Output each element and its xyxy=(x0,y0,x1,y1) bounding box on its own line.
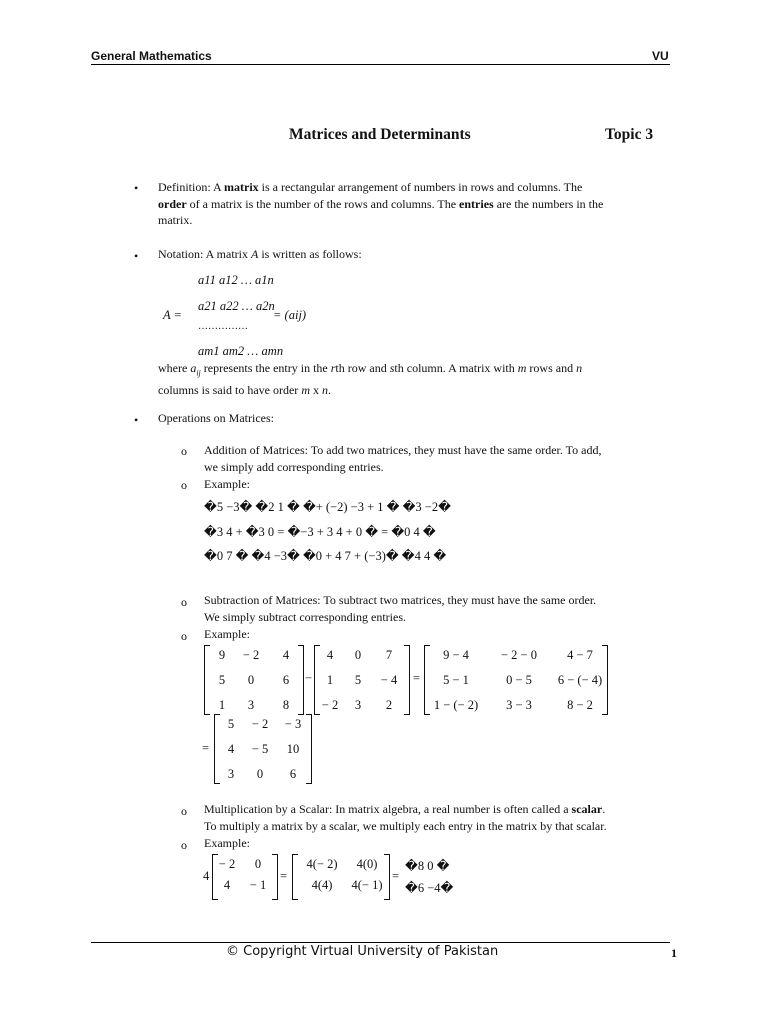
sub-bullet-scalar-example: o xyxy=(181,838,187,852)
notation-row-3: am1 am2 … amn xyxy=(198,344,284,358)
matrix-m: − 2 0 4 − 1 xyxy=(218,857,267,892)
sub-bullet-addition-example: o xyxy=(181,478,187,492)
subtraction-text: Subtraction of Matrices: To subtract two matrices, they must have the same order. We simply subtract corresponding entries. xyxy=(204,593,597,624)
matrix-b-right-bracket xyxy=(404,645,410,715)
scalar-equals-2: = xyxy=(392,869,400,883)
scalar-text: Multiplication by a Scalar: In matrix algebra, a real number is often called a scalar. To multiply a matrix by a scalar, we multiply each entry in the matrix by that scalar. xyxy=(204,802,607,833)
matrix-a-right-bracket xyxy=(298,645,304,715)
matrix-p: 4(− 2) 4(0) 4(4) 4(− 1) xyxy=(306,857,383,892)
matrix-b: 4 0 7 1 5 − 4 − 2 3 2 xyxy=(321,648,398,712)
notation-rhs: = (aij) xyxy=(273,308,307,322)
bullet-notation: • xyxy=(134,249,139,263)
header-rule xyxy=(91,64,670,65)
footer-copyright: © Copyright Virtual University of Pakistan xyxy=(226,944,499,959)
scalar-factor: 4 xyxy=(203,869,210,883)
header-right: VU xyxy=(652,49,669,63)
definition-paragraph: Definition: A matrix is a rectangular arrangement of numbers in rows and columns. The order of a matrix is the number of the rows and columns. The entries are the numbers in the matrix. xyxy=(158,180,604,227)
notation-row-2: a21 a22 … a2n xyxy=(198,299,275,313)
notation-dots: …………… xyxy=(198,321,248,332)
sub-bullet-subtraction: o xyxy=(181,595,187,609)
scalar-example-label: Example: xyxy=(204,836,250,850)
subtraction-equals: = xyxy=(413,671,421,685)
footer-rule xyxy=(91,942,670,943)
addition-expr-row-1: �5 −3� �2 1 � �+ (−2) −3 + 1 � �3 −2� xyxy=(204,500,451,514)
header-left: General Mathematics xyxy=(91,49,212,63)
addition-text: Addition of Matrices: To add two matrices, they must have the same order. To add, we simply add corresponding entries. xyxy=(204,443,602,474)
notation-row-1: a11 a12 … a1n xyxy=(198,273,274,287)
topic-label: Topic 3 xyxy=(605,126,654,143)
notation-intro: Notation: A matrix A is written as follows: xyxy=(158,247,362,261)
matrix-c-right-bracket xyxy=(602,645,608,715)
sub-bullet-subtraction-example: o xyxy=(181,629,187,643)
sub-bullet-scalar: o xyxy=(181,804,187,818)
subtraction-example-label: Example: xyxy=(204,627,250,641)
bullet-definition: • xyxy=(134,181,139,195)
scalar-result-row-2: �6 −4� xyxy=(405,881,454,895)
matrix-r-right-bracket xyxy=(306,714,312,784)
addition-example-label: Example: xyxy=(204,477,250,491)
page-number: 1 xyxy=(671,946,677,960)
matrix-a: 9 − 2 4 5 0 6 1 3 8 xyxy=(218,648,290,712)
matrix-m-right-bracket xyxy=(272,854,278,900)
sub-bullet-addition: o xyxy=(181,444,187,458)
notation-lhs: A = xyxy=(163,308,182,322)
page-title: Matrices and Determinants xyxy=(289,126,471,143)
scalar-equals-1: = xyxy=(280,869,288,883)
subtraction-result-equals: = xyxy=(202,741,210,755)
operations-heading: Operations on Matrices: xyxy=(158,411,274,425)
matrix-p-right-bracket xyxy=(384,854,390,900)
subtraction-minus: − xyxy=(305,671,313,685)
addition-expr-row-2: �3 4 + �3 0 = �−3 + 3 4 + 0 � = �0 4 � xyxy=(204,525,436,539)
notation-explanation: where $a_{ij}$ represents the entry in the rth row and sth column. A matrix with m rows and n columns is said to have order m x n. xyxy=(158,361,583,397)
matrix-a-left-bracket xyxy=(204,645,210,715)
scalar-result-row-1: �8 0 � xyxy=(405,859,450,873)
matrix-result: 5 − 2 − 3 4 − 5 10 3 0 6 xyxy=(227,717,302,781)
addition-expr-row-3: �0 7 � �4 −3� �0 + 4 7 + (−3)� �4 4 � xyxy=(204,549,447,563)
bullet-operations: • xyxy=(134,413,139,427)
matrix-c: 9 − 4 − 2 − 0 4 − 7 5 − 1 0 − 5 6 − (− 4) 1 − (− 2) 3 − 3 8 − 2 xyxy=(433,648,603,712)
